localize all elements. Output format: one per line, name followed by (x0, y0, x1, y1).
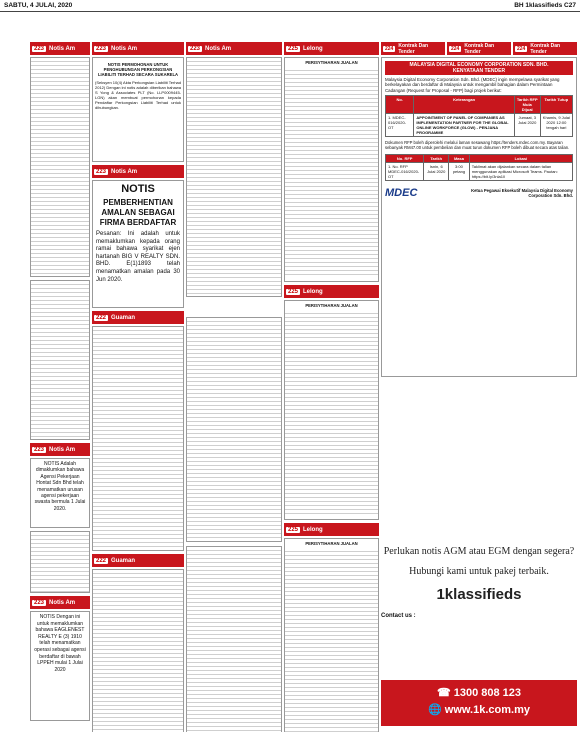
category-label: Guaman (111, 314, 136, 321)
section-tag (30, 443, 90, 456)
column-guaman (186, 42, 282, 732)
notice-heading: NOTIS (121, 183, 155, 195)
th-masa: Masa (449, 154, 470, 162)
auction-notice (284, 300, 379, 520)
mdec-logo: MDEC (385, 186, 418, 199)
category-number: 224 (517, 45, 526, 52)
section-tag (92, 165, 184, 178)
t2-tarikh: Isnin, 6 Julai 2020 (424, 162, 449, 180)
t2-masa: 3:00 petang (449, 162, 470, 180)
notice-subheading: PEMBERHENTIAN AMALAN SEBAGAI FIRMA BERDAFTAR (99, 198, 177, 227)
fine-print-text (285, 310, 378, 515)
fine-print-text (187, 318, 281, 541)
tender-signature: Ketua Pegawai Eksekutif Malaysia Digital Economy Corporation Sdn. Bhd. (471, 187, 573, 198)
notice-s-yong (92, 57, 184, 162)
tender-heading (385, 61, 573, 75)
category-label: Lelong (303, 526, 323, 533)
column-lelong (284, 42, 379, 732)
category-number: 222 (96, 314, 107, 321)
tag-row (381, 42, 577, 55)
category-number: 225 (288, 45, 299, 52)
th-rfp: No. RFP (386, 154, 424, 162)
notice-body: (Seksyen 10(4) Akta Perkongsian Liabiliti Terhad 2012) Dengan ini notis adalah diberikan bahawa S Yong & Associates PLT (No. LLP0009445-LGN) akan membuat permohonan kepada Pendaftar Perkongsian Liabiliti Terhad untuk dihubungkan. (95, 79, 181, 110)
tender-company: MALAYSIA DIGITAL ECONOMY CORPORATION SDN. BHD. (409, 62, 549, 68)
contact-bar (381, 680, 577, 726)
notice-block (186, 57, 282, 297)
tag-row (92, 42, 184, 55)
fine-print-text (93, 570, 183, 732)
column-kontrak-tender (381, 42, 577, 542)
header-date: SABTU, 4 JULAI, 2020 (4, 2, 73, 9)
th-tarikh-jual: Tarikh RFP Mula Dijual (514, 96, 540, 114)
fine-print-text (285, 548, 378, 732)
category-number: 223 (96, 45, 107, 52)
category-number: 224 (385, 45, 394, 52)
section-tag (513, 42, 577, 55)
section-tag (92, 42, 184, 55)
globe-icon: 🌐 (428, 704, 445, 716)
phone-number: 1300 808 123 (453, 687, 522, 699)
category-label: Kontrak Dan Tender (464, 42, 495, 55)
notice-block (30, 531, 90, 593)
category-label: Notis Am (111, 168, 138, 175)
category-number: 223 (34, 446, 45, 453)
contact-website[interactable] (381, 703, 577, 716)
auction-notice (284, 57, 379, 282)
th-lokasi: Lokasi (469, 154, 572, 162)
fine-print-text (285, 67, 378, 277)
column-notis-am-1 (30, 42, 90, 732)
section-tag (284, 285, 379, 298)
column-notis-am-2 (92, 42, 184, 732)
category-label: Lelong (303, 45, 323, 52)
category-label: Notis Am (111, 45, 138, 52)
category-label: Notis Am (49, 446, 76, 453)
section-tag (186, 42, 282, 55)
category-number: 222 (96, 557, 107, 564)
contact-phone[interactable] (381, 686, 577, 699)
t2-lokasi: Taklimat akan dijalankan secara dalam talian menggunakan aplikasi Microsoft Teams. Pautan: https://bit.ly/3nla1ll (469, 162, 572, 180)
phone-icon: ☎ (436, 687, 454, 699)
category-label: Notis Am (49, 599, 76, 606)
notice-eaglenest: NOTIS Dengan ini untuk memaklumkan bahawa EAGLENEST REALTY E (3) 1910 telah menamatkan operasi sebagai agensi berdaftar di bawah LPPEH mulai 1 Julai 2020 (30, 611, 90, 721)
fine-print-text (31, 58, 89, 276)
category-label: Notis Am (205, 45, 232, 52)
notice-big-v-realty (92, 180, 184, 308)
klassifieds-logo: 1klassifieds (436, 586, 522, 603)
category-label: Kontrak Dan Tender (398, 42, 429, 55)
promo-box (381, 546, 577, 676)
category-number: 225 (288, 288, 299, 295)
category-number: 223 (190, 45, 201, 52)
website-url: www.1k.com.my (444, 704, 530, 716)
notice-block (30, 280, 90, 440)
fine-print-text (93, 327, 183, 550)
rfp-table (385, 95, 573, 137)
category-number: 223 (96, 168, 107, 175)
section-tag (284, 523, 379, 536)
fine-print-text (31, 281, 89, 439)
rfp-no: 1. MDEC-016/2020-OT (386, 114, 414, 137)
category-number: 223 (34, 599, 45, 606)
promo-headline: Perlukan notis AGM atau EGM dengan segera? (383, 546, 575, 557)
fine-print-text (187, 547, 281, 732)
section-tag (284, 42, 379, 55)
category-number: 225 (288, 526, 299, 533)
fine-print-text (187, 58, 281, 296)
category-number: 223 (34, 45, 45, 52)
tender-notice (381, 57, 577, 377)
notice-title: NOTIS PERMOHONAN UNTUK PENGHUBUNGAN PERKONGSIAN LIABILITI TERHAD SECARA SUKARELA (97, 62, 179, 78)
briefing-table (385, 154, 573, 181)
notice-body: Pesanan: Ini adalah untuk memaklumkan kepada orang ramai bahawa syarikat ejen hartanah BIG V REALTY SDN. BHD. E(1)1893 telah menamatkan amalan pada 30 Jun 2020. (96, 231, 180, 283)
tag-row (186, 42, 282, 55)
rfp-date: Jumaat, 3 Julai 2020 (514, 114, 540, 137)
header-section: BH 1klassifieds C27 (514, 2, 576, 9)
category-label: Lelong (303, 288, 323, 295)
tender-intro: Malaysia Digital Economy Corporation Sdn. Bhd. (MDEC) ingin mempelawa syarikat yang berkelayakan dan berdaftar di Malaysia untuk mengambil bahagian dalam Permintaan Cadangan (Request for Proposal - RFP) bagi projek berikut: (385, 77, 560, 93)
fine-print-text (31, 532, 89, 592)
t2-no: 1. No. RFP MDEC-016/2020-OT (386, 162, 424, 180)
rfp-close: Khamis, 9 Julai 2020 12:00 tengah hari (540, 114, 572, 137)
section-tag (30, 42, 90, 55)
auction-title: PERISYTIHARAN JUALAN (305, 541, 358, 546)
th-no: No. (386, 96, 414, 114)
th-tarikh: Tarikh (424, 154, 449, 162)
section-tag (447, 42, 511, 55)
auction-title: PERISYTIHARAN JUALAN (305, 60, 358, 65)
contact-label: Contact us : (381, 613, 416, 619)
legal-notice-block (186, 546, 282, 732)
tender-subtitle: KENYATAAN TENDER (452, 68, 506, 74)
section-tag (92, 311, 184, 324)
category-label: Notis Am (49, 45, 76, 52)
section-tag (381, 42, 445, 55)
auction-title: PERISYTIHARAN JUALAN (305, 303, 358, 308)
category-label: Guaman (111, 557, 136, 564)
auction-notice (284, 538, 379, 732)
rfp-desc: APPOINTMENT OF PANEL OF COMPANIES AS IMPLEMENTATION PARTNER FOR THE GLOBAL ONLINE WORKFORCE (GLOW) - PENJANA PROGRAMME (414, 114, 514, 137)
tender-notes: Dokumen RFP boleh diperolehi melalui laman sesawang https://tenders.mdec.com.my. Bayaran sebanyak RM47.00 untuk pembelian dan muat turun dokumen RFP boleh dibuat secara atas talian. (385, 140, 570, 151)
section-tag (30, 596, 90, 609)
section-tag (92, 554, 184, 567)
category-number: 224 (451, 45, 460, 52)
page-header (0, 0, 580, 12)
legal-notice-block (92, 569, 184, 732)
promo-subline: Hubungi kami untuk pakej terbaik. (409, 566, 549, 577)
tender-footer (385, 187, 573, 199)
notice-agensi-hontat: NOTIS Adalah dimaklumkan bahawa Agensi Pekerjaan Hontat Sdn Bhd telah menamatkan urusan agensi pekerjaan swasta bermula 1 Julai 2020. (30, 458, 90, 528)
legal-notice-block (186, 317, 282, 542)
th-tarikh-tutup: Tarikh Tutup (540, 96, 572, 114)
legal-notice-block (92, 326, 184, 551)
category-label: Kontrak Dan Tender (530, 42, 561, 55)
th-keterangan: Keterangan (414, 96, 514, 114)
notice-block (30, 57, 90, 277)
